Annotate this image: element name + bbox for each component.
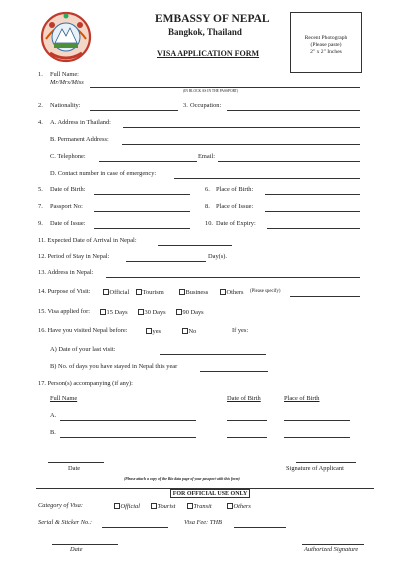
q12-label: 12. Period of Stay in Nepal: — [38, 253, 110, 260]
q14-option-others[interactable] — [220, 289, 244, 296]
last-visit-date-field[interactable] — [160, 354, 266, 355]
checkbox-icon — [114, 503, 120, 509]
q10-number: 10. — [205, 220, 213, 227]
permanent-address-field[interactable] — [122, 144, 360, 145]
applicant-signature-field[interactable] — [296, 462, 356, 463]
address-nepal-field[interactable] — [106, 277, 360, 278]
category-label: Category of Visa: — [38, 502, 83, 509]
checkbox-icon — [176, 309, 182, 315]
q1-label: Full Name: — [50, 71, 79, 78]
passport-number-field[interactable] — [94, 211, 190, 212]
companion-b-pob-field[interactable] — [284, 437, 350, 438]
date-of-birth-field[interactable] — [94, 194, 190, 195]
full-name-field[interactable] — [90, 87, 360, 88]
visa-fee-field[interactable] — [234, 527, 286, 528]
checkbox-icon — [103, 289, 109, 295]
q14-option-tourism[interactable] — [136, 289, 164, 296]
q4a-label: A. Address in Thailand: — [50, 119, 111, 126]
option-label: Official — [109, 289, 130, 296]
q15-label: 15. Visa applied for: — [38, 308, 91, 315]
q4c-email-label: Email: — [198, 153, 216, 160]
photo-line-3: 2" x 2" Inches — [310, 49, 342, 55]
checkbox-icon — [151, 503, 157, 509]
q14-option-business[interactable] — [179, 289, 208, 296]
q16-option-no[interactable] — [182, 328, 196, 335]
q10-label: Date of Expiry: — [216, 220, 256, 227]
authorized-signature-label: Authorized Signature — [304, 546, 359, 553]
date-of-expiry-field[interactable] — [267, 228, 360, 229]
embassy-city: Bangkok, Thailand — [168, 27, 242, 37]
q14-option-official[interactable] — [103, 289, 129, 296]
checkbox-icon — [227, 503, 233, 509]
checkbox-icon — [138, 309, 144, 315]
q16-ifyes: If yes: — [232, 327, 249, 334]
col-place-of-birth: Place of Birth — [284, 395, 320, 402]
visa-fee-label: Visa Fee: THB — [184, 519, 222, 526]
q13-label: 13. Address in Nepal: — [38, 269, 94, 276]
category-option-others[interactable] — [227, 503, 251, 510]
option-label: 30 Days — [144, 309, 166, 316]
q8-number: 8. — [205, 203, 210, 210]
companion-b-dob-field[interactable] — [227, 437, 267, 438]
companion-a-label: A. — [50, 412, 57, 419]
option-label: Others — [233, 503, 251, 510]
serial-number-field[interactable] — [102, 527, 168, 528]
checkbox-icon — [220, 289, 226, 295]
q2-number: 2. — [38, 102, 43, 109]
q1-note: (IN BLOCK AS IN THE PASSPORT) — [183, 89, 239, 93]
q12-suffix: Day(s). — [208, 253, 227, 260]
q4d-label: D. Contact number in case of emergency: — [50, 170, 157, 177]
q5-number: 5. — [38, 186, 43, 193]
q1-number: 1. — [38, 71, 43, 78]
place-of-birth-field[interactable] — [265, 194, 360, 195]
checkbox-icon — [136, 289, 142, 295]
q7-label: Passport No: — [50, 203, 83, 210]
q7-number: 7. — [38, 203, 43, 210]
arrival-date-field[interactable] — [158, 245, 232, 246]
option-label: No — [188, 328, 197, 335]
companion-b-name-field[interactable] — [60, 437, 196, 438]
option-label: Official — [120, 503, 141, 510]
official-use-heading: FOR OFFICIAL USE ONLY — [170, 489, 250, 498]
applicant-signature-label: Signature of Applicant — [286, 465, 344, 472]
photo-line-1: Recent Photograph — [304, 35, 348, 41]
q6-number: 6. — [205, 186, 210, 193]
option-label: 15 Days — [106, 309, 128, 316]
applicant-date-field[interactable] — [48, 462, 104, 463]
official-date-field[interactable] — [52, 544, 118, 545]
option-label: yes — [152, 328, 162, 335]
address-thailand-field[interactable] — [123, 127, 360, 128]
email-field[interactable] — [218, 161, 360, 162]
nepal-emblem-icon — [38, 9, 94, 67]
q9-label: Date of Issue: — [50, 220, 86, 227]
q6-label: Place of Birth: — [216, 186, 254, 193]
photo-placeholder[interactable] — [290, 12, 362, 73]
embassy-title: EMBASSY OF NEPAL — [155, 13, 270, 25]
applicant-date-label: Date — [68, 465, 81, 472]
photo-line-2: (Please paste) — [310, 42, 342, 48]
category-option-tourist[interactable] — [151, 503, 175, 510]
q4b-label: B. Permanent Address: — [50, 136, 109, 143]
q8-label: Place of Issue: — [216, 203, 254, 210]
option-label: Others — [226, 289, 244, 296]
checkbox-icon — [100, 309, 106, 315]
col-full-name: Full Name — [50, 395, 78, 402]
companion-a-name-field[interactable] — [60, 420, 196, 421]
q15-option-30[interactable] — [138, 309, 166, 316]
q14-specify: (Please specify) — [250, 289, 281, 294]
category-option-official[interactable] — [114, 503, 140, 510]
checkbox-icon — [179, 289, 185, 295]
q14-label: 14. Purpose of Visit: — [38, 288, 91, 295]
checkbox-icon — [146, 328, 152, 334]
nationality-field[interactable] — [90, 110, 178, 111]
option-label: Business — [185, 289, 209, 296]
q5-label: Date of Birth: — [50, 186, 86, 193]
emergency-contact-field[interactable] — [174, 178, 360, 179]
q17-label: 17. Person(s) accompanying (if any): — [38, 380, 133, 387]
q16a-label: A) Date of your last visit: — [50, 346, 116, 353]
companion-b-label: B. — [50, 429, 56, 436]
companion-a-pob-field[interactable] — [284, 420, 350, 421]
option-label: Transit — [193, 503, 212, 510]
checkbox-icon — [182, 328, 188, 334]
q15-option-15[interactable] — [100, 309, 128, 316]
q15-option-90[interactable] — [176, 309, 204, 316]
serial-label: Serial & Sticker No.: — [38, 519, 92, 526]
q16b-label: B) No. of days you have stayed in Nepal this year — [50, 363, 178, 370]
q1-salutation: Mr/Mrs/Miss — [50, 79, 84, 86]
col-date-of-birth: Date of Birth — [227, 395, 261, 402]
days-stayed-field[interactable] — [200, 371, 268, 372]
period-of-stay-field[interactable] — [126, 261, 206, 262]
occupation-field[interactable] — [227, 110, 360, 111]
category-option-transit[interactable] — [187, 503, 212, 510]
form-title: VISA APPLICATION FORM — [157, 49, 260, 58]
q3-number: 3. — [183, 102, 188, 109]
place-of-issue-field[interactable] — [265, 211, 360, 212]
companion-a-dob-field[interactable] — [227, 420, 267, 421]
option-label: Tourism — [142, 289, 164, 296]
official-date-label: Date — [70, 546, 83, 553]
q3-label: Occupation: — [190, 102, 222, 109]
option-label: Tourist — [157, 503, 176, 510]
authorized-signature-field[interactable] — [302, 544, 364, 545]
option-label: 90 Days — [182, 309, 204, 316]
q4-number: 4. — [38, 119, 43, 126]
q16-option-yes[interactable] — [146, 328, 161, 335]
q2-label: Nationality: — [50, 102, 81, 109]
q11-label: 11. Expected Date of Arrival in Nepal: — [38, 237, 137, 244]
checkbox-icon — [187, 503, 193, 509]
telephone-field[interactable] — [99, 161, 197, 162]
q4c-label: C. Telephone: — [50, 153, 86, 160]
q9-number: 9. — [38, 220, 43, 227]
purpose-specify-field[interactable] — [290, 296, 360, 297]
date-of-issue-field[interactable] — [94, 228, 190, 229]
attach-note: (Please attach a copy of the Bio data page of your passport with this form) — [124, 477, 240, 481]
q16-label: 16. Have you visited Nepal before: — [38, 327, 128, 334]
